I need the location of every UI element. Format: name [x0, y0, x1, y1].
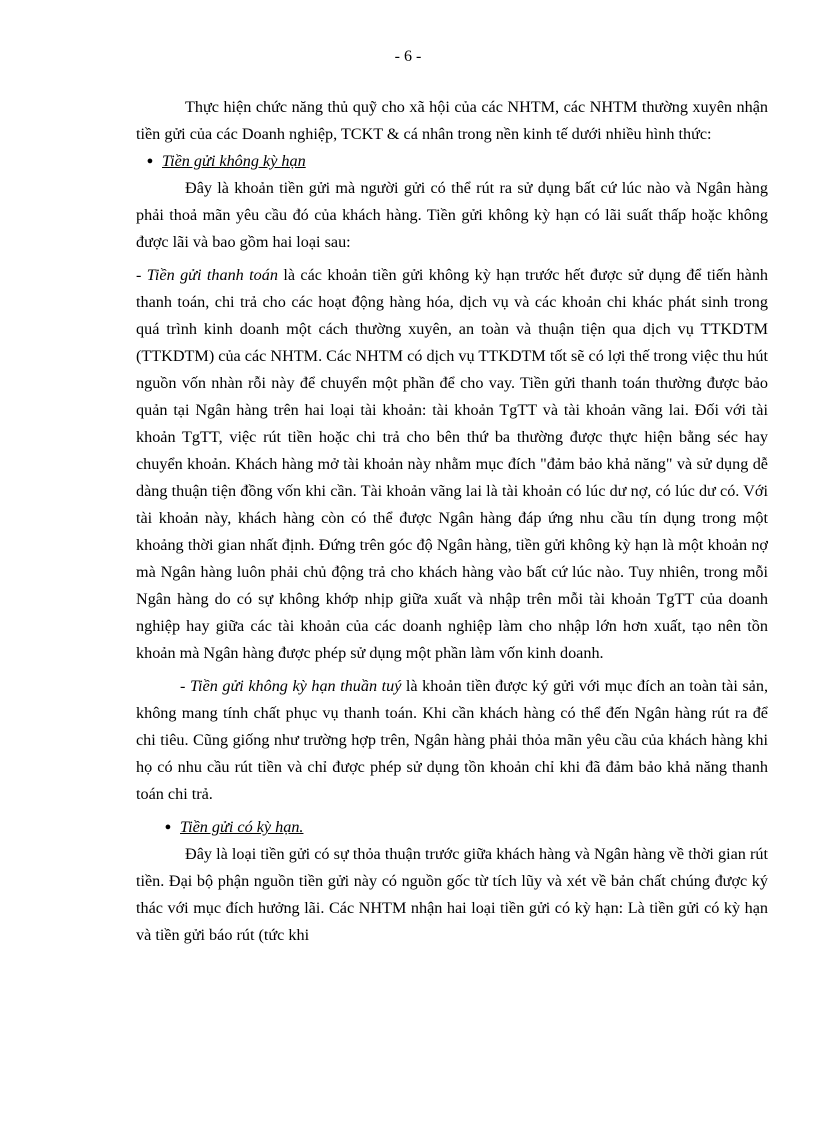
section1-paragraph: Đây là khoản tiền gửi mà người gửi có thể rút ra sử dụng bất cứ lúc nào và Ngân hàng phải thoả mãn yêu cầu đó của khách hàng. Tiền gửi không kỳ hạn có lãi suất thấp hoặc không được lãi và bao gồm hai loại sau: [136, 179, 768, 251]
item2-text: là khoản tiền được ký gửi với mục đích an toàn tài sản, không mang tính chất phục vụ thanh toán. Khi cần khách hàng có thể đến Ngân hàng rút ra để chi tiêu. Cũng giống như trường hợp trên, Ngân hàng phải thỏa mãn yêu cầu của khách hàng khi họ có nhu cầu rút tiền và chỉ được phép sử dụng tồn khoản chỉ khi đã đảm bảo khả năng thanh toán chi trả. [136, 677, 768, 803]
item1-label: Tiền gửi thanh toán [146, 266, 278, 284]
section1-heading-line [136, 148, 768, 175]
section1-heading: Tiền gửi không kỳ hạn [162, 152, 306, 170]
bullet-icon: ● [164, 821, 172, 833]
intro-paragraph: Thực hiện chức năng thủ quỹ cho xã hội của các NHTM, các NHTM thường xuyên nhận tiền gửi của các Doanh nghiệp, TCKT & cá nhân trong nền kinh tế dưới nhiều hình thức: [136, 98, 768, 143]
item1-text: là các khoản tiền gửi không kỳ hạn trước hết được sử dụng để tiến hành thanh toán, chi trả cho các hoạt động hàng hóa, dịch vụ và các khoản chi khác phát sinh trong quá trình kinh doanh một cách thường xuyên, an toàn và thuận tiện qua dịch vụ TTKDTM (TTKDTM) của các NHTM. Các NHTM có dịch vụ TTKDTM tốt sẽ có lợi thế trong việc thu hút nguồn vốn nhàn rỗi này để chuyển một phần để cho vay. Tiền gửi thanh toán thường được bảo quản tại Ngân hàng trên hai loại tài khoản: tài khoản TgTT và tài khoản vãng lai. Đối với tài khoản TgTT, việc rút tiền hoặc chi trả cho bên thứ ba thường được thực hiện bằng séc hay chuyển khoản. Khách hàng mở tài khoản này nhằm mục đích "đảm bảo khả năng" và sử dụng dễ dàng thuận tiện đồng vốn khi cần. Tài khoản vãng lai là tài khoản có lúc dư nợ, có lúc dư có. Với tài khoản này, khách hàng còn có thể được Ngân hàng đáp ứng nhu cầu tín dụng trong một khoảng thời gian nhất định. Đứng trên góc độ Ngân hàng, tiền gửi không kỳ hạn là một khoản nợ mà Ngân hàng luôn phải chủ động trả cho khách hàng vào bất cứ lúc nào. Tuy nhiên, trong mỗi Ngân hàng do có sự không khớp nhịp giữa xuất và nhập trên mỗi tài khoản TgTT của doanh nghiệp hay giữa các tài khoản của các doanh nghiệp làm cho nhập lớn hơn xuất, tạo nên tồn khoản mà Ngân hàng được phép sử dụng một phần làm vốn kinh doanh. [136, 266, 769, 662]
section2-paragraph: Đây là loại tiền gửi có sự thỏa thuận trước giữa khách hàng và Ngân hàng về thời gian rút tiền. Đại bộ phận nguồn tiền gửi này có nguồn gốc từ tích lũy và xét về bản chất chúng được ký thác với mục đích hưởng lãi. Các NHTM nhận hai loại tiền gửi có kỳ hạn: Là tiền gửi có kỳ hạn và tiền gửi báo rút (tức khi [136, 845, 768, 944]
item2-label: Tiền gửi không kỳ hạn thuần tuý [189, 677, 402, 695]
page-number: - 6 - [394, 48, 422, 65]
bullet-icon: ● [146, 155, 154, 167]
section1-item2: - Tiền gửi không kỳ hạn thuần tuý là khoản tiền được ký gửi với mục đích an toàn tài sản, không mang tính chất phục vụ thanh toán. Khi cần khách hàng có thể đến Ngân hàng rút ra để chi tiêu. Cũng giống như trường hợp trên, Ngân hàng phải thỏa mãn yêu cầu của khách hàng khi họ có nhu cầu rút tiền và chỉ được phép sử dụng tồn khoản chỉ khi đã đảm bảo khả năng thanh toán chi trả. [136, 677, 768, 803]
section2-heading-line [136, 814, 768, 841]
section1-item1: - Tiền gửi thanh toán là các khoản tiền gửi không kỳ hạn trước hết được sử dụng để tiến hành thanh toán, chi trả cho các hoạt động hàng hóa, dịch vụ và các khoản chi khác phát sinh trong quá trình kinh doanh một cách thường xuyên, an toàn và thuận tiện qua dịch vụ TTKDTM (TTKDTM) của các NHTM. Các NHTM có dịch vụ TTKDTM tốt sẽ có lợi thế trong việc thu hút nguồn vốn nhàn rỗi này để chuyển một phần để cho vay. Tiền gửi thanh toán thường được bảo quản tại Ngân hàng trên hai loại tài khoản: tài khoản TgTT và tài khoản vãng lai. Đối với tài khoản TgTT, việc rút tiền hoặc chi trả cho bên thứ ba thường được thực hiện bằng séc hay chuyển khoản. Khách hàng mở tài khoản này nhằm mục đích "đảm bảo khả năng" và sử dụng dễ dàng thuận tiện đồng vốn khi cần. Tài khoản vãng lai là tài khoản có lúc dư nợ, có lúc dư có. Với tài khoản này, khách hàng còn có thể được Ngân hàng đáp ứng nhu cầu tín dụng trong một khoảng thời gian nhất định. Đứng trên góc độ Ngân hàng, tiền gửi không kỳ hạn là một khoản nợ mà Ngân hàng luôn phải chủ động trả cho khách hàng vào bất cứ lúc nào. Tuy nhiên, trong mỗi Ngân hàng do có sự không khớp nhịp giữa xuất và nhập trên mỗi tài khoản TgTT của doanh nghiệp hay giữa các tài khoản của các doanh nghiệp làm cho nhập lớn hơn xuất, tạo nên tồn khoản mà Ngân hàng được phép sử dụng một phần làm vốn kinh doanh. [136, 266, 769, 662]
document-body [136, 94, 768, 949]
section2-heading: Tiền gửi có kỳ hạn. [180, 818, 304, 836]
